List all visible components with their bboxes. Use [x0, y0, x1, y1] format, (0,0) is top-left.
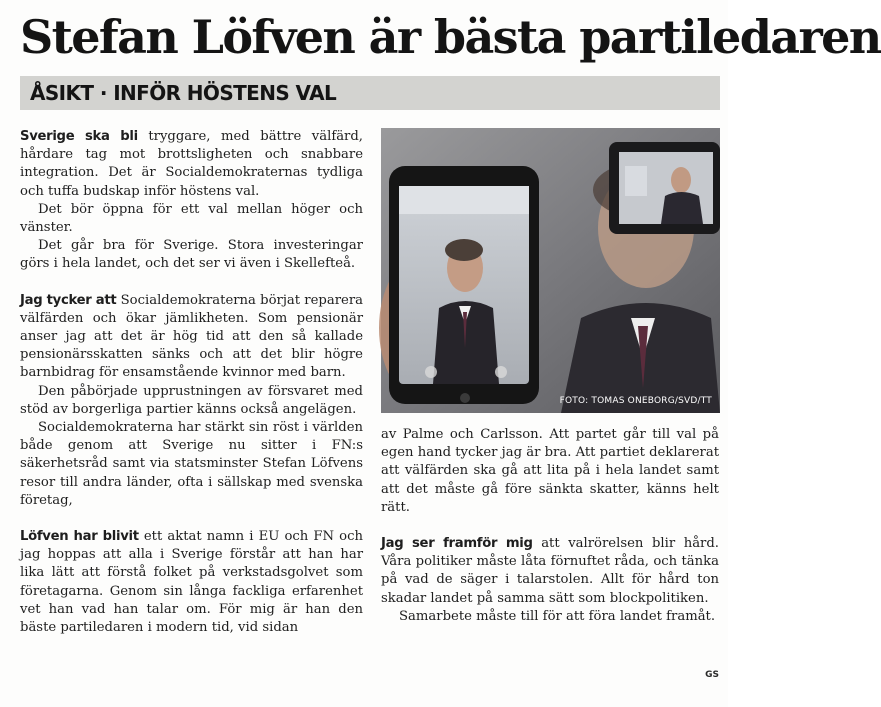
- paragraph-text: ett aktat namn i EU och FN och jag hoppas att alla i Sverige förstår att han har lika lätt att förstå folket på verkstadsgolvet som företagarna. Genom sin långa fackliga erfarenhet vet han vad han talar om. För mig är han den bäste partiledaren i modern tid, vid sidan: [20, 529, 363, 636]
- paragraph: [20, 383, 363, 419]
- paragraph: [20, 528, 363, 637]
- paragraph: [20, 237, 363, 273]
- paragraph-text: att valrörelsen blir hård. Våra politiker måste låta förnuftet råda, och tänka på vad de säger i talarstolen. Allt för hård ton skadar landet på samma sätt som blockpolitiken.: [381, 536, 719, 606]
- paragraph-text: Den påbörjade upprustningen av försvaret med stöd av borgerliga partier känns också angelägen.: [20, 383, 363, 417]
- paragraph-text: Det bör öppna för ett val mellan höger och vänster.: [20, 201, 363, 236]
- article-kicker: ÅSIKT · INFÖR HÖSTENS VAL: [30, 81, 337, 105]
- paragraph: [20, 201, 363, 237]
- paragraph-text: Samarbete måste till för att föra landet framåt.: [399, 608, 716, 624]
- paragraph-text: av Palme och Carlsson. Att partet går till val på egen hand tycker jag är bra. Att partiet deklarerat att välfärden ska gå att lita på i hela landet samt att det måste gå före sänkta skatter, känns helt rätt.: [381, 427, 719, 515]
- paragraph-lead: Sverige ska bli: [20, 129, 138, 144]
- paragraph-lead: Löfven har blivit: [20, 529, 139, 545]
- paragraph-text: Socialdemokraterna har stärkt sin röst i världen både genom att Sverige nu sitter i FN:s säkerhetsråd samt via statsminster Stefan Löfvens resor till andra länder, ofta i sällskap med svenska företag,: [20, 420, 363, 508]
- author-signature: GS: [705, 670, 719, 680]
- paragraph: [381, 608, 719, 626]
- left-text-column: [20, 128, 363, 637]
- paragraph-text: Det går bra för Sverige. Stora investeringar görs i hela landet, och det ser vi även i Skellefteå.: [20, 238, 363, 272]
- paragraph: [381, 535, 719, 608]
- photo-credit: FOTO: TOMAS ONEBORG/SVD/TT: [559, 396, 712, 406]
- article-photo: [381, 128, 720, 413]
- paragraph-lead: Jag tycker att: [20, 292, 117, 308]
- paragraph: [20, 419, 363, 510]
- article-headline: Stefan Löfven är bästa partiledaren: [20, 10, 881, 64]
- paragraph-lead: Jag ser framför mig: [381, 536, 533, 552]
- paragraph-text: Socialdemokraterna börjat reparera välfärden och ökar jämlikheten. Som pensionär anser jag att det är hög tid att den så kallade pensionärsskatten sänks och att det blir högre barnbidrag för ensamstående kvinnor med barn.: [20, 292, 363, 381]
- photo-illustration: [381, 128, 720, 413]
- right-text-column: [381, 426, 719, 626]
- paragraph-text: tryggare, med bättre välfärd, hårdare tag mot brottsligheten och snabbare integration. Det är Socialdemokraternas tydliga och tuffa budskap inför höstens val.: [20, 129, 363, 199]
- kicker-bar: [20, 76, 720, 110]
- paragraph: [20, 292, 363, 383]
- paragraph: [20, 128, 363, 201]
- paragraph: [381, 426, 719, 517]
